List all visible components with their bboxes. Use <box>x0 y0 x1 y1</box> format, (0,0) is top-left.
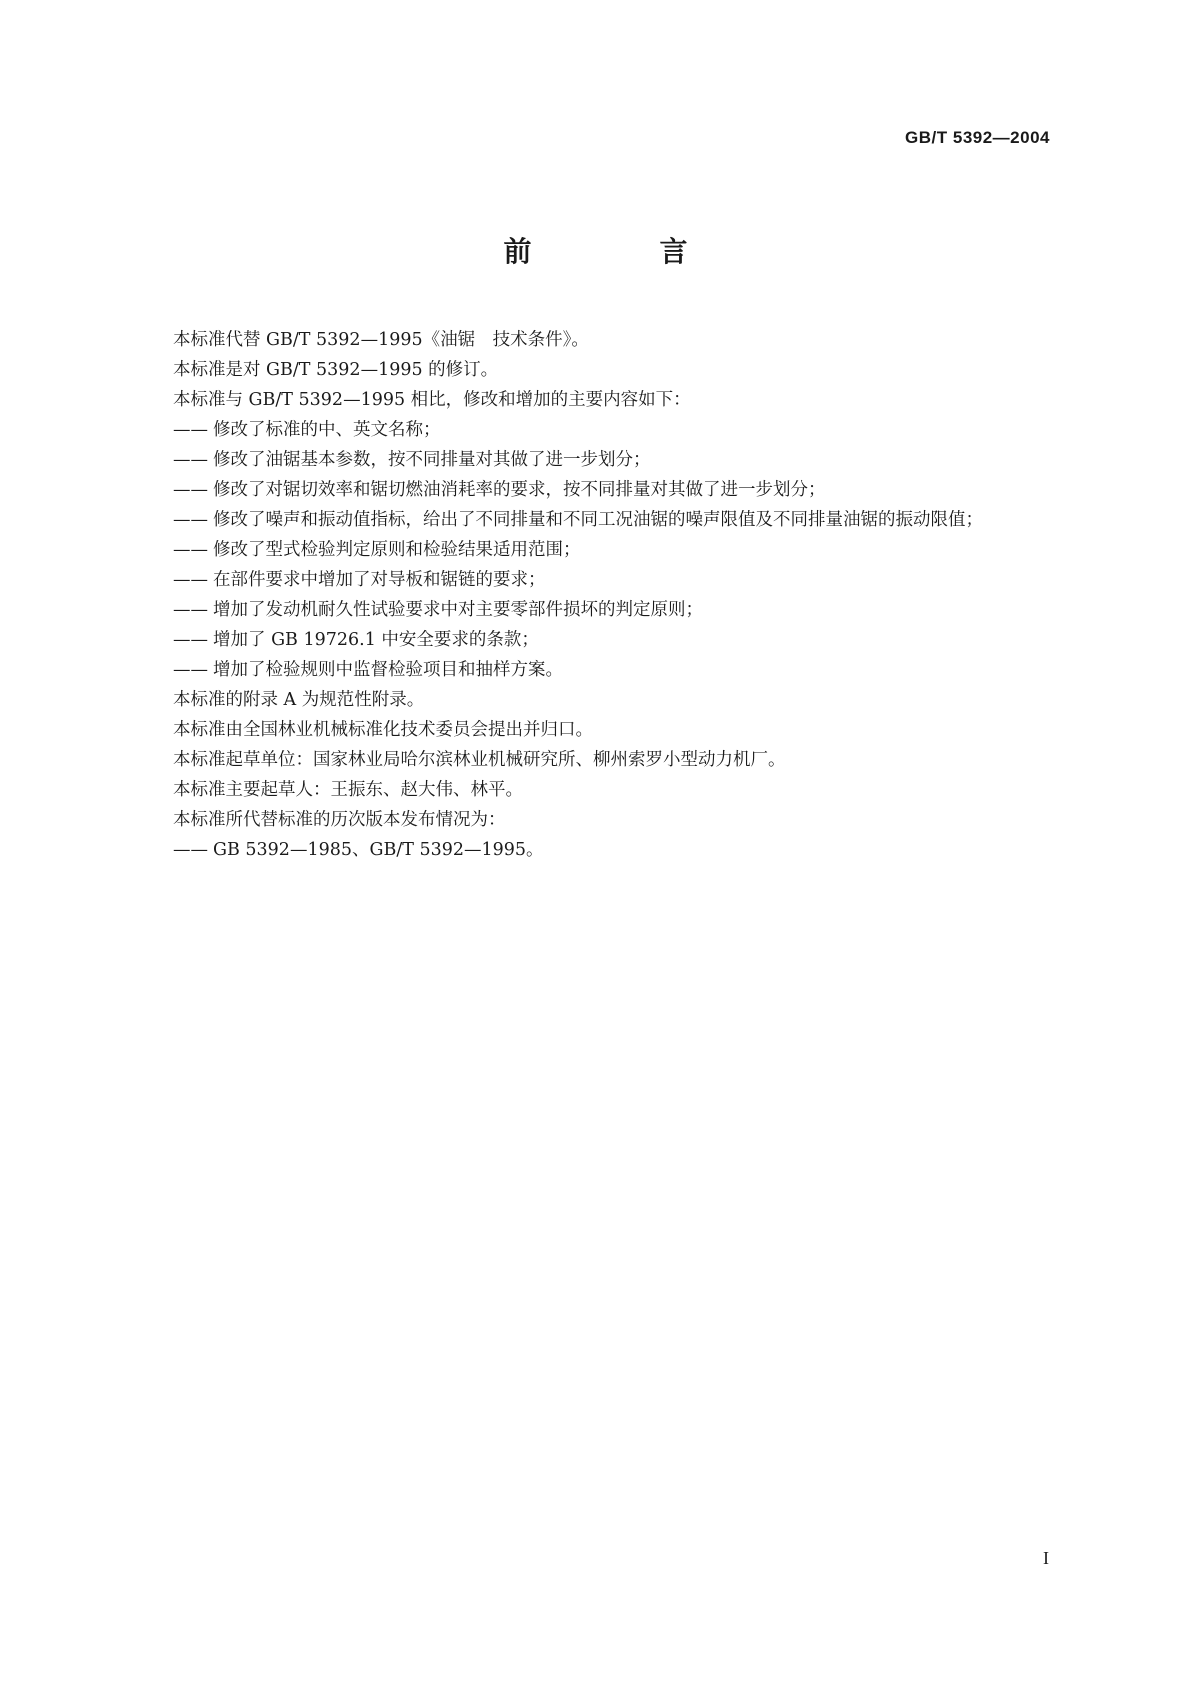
list-dash: —— <box>173 540 208 560</box>
paragraph: 本标准代替 GB/T 5392—1995《油锯 技术条件》。 <box>173 330 589 350</box>
list-item <box>173 505 1053 535</box>
list-item <box>173 475 1053 505</box>
list-dash: —— <box>173 630 208 650</box>
list-item-text: 增加了 GB 19726.1 中安全要求的条款； <box>213 630 539 650</box>
list-item-text: 修改了型式检验判定原则和检验结果适用范围； <box>213 540 581 560</box>
list-item <box>173 835 1053 865</box>
list-item-text: 增加了发动机耐久性试验要求中对主要零部件损坏的判定原则； <box>213 600 703 620</box>
list-dash: —— <box>173 450 208 470</box>
paragraph: 本标准与 GB/T 5392—1995 相比，修改和增加的主要内容如下： <box>173 390 691 410</box>
paragraph: 本标准起草单位：国家林业局哈尔滨林业机械研究所、柳州索罗小型动力机厂。 <box>173 750 786 770</box>
standard-code: GB/T 5392—2004 <box>905 128 1050 147</box>
list-item <box>173 415 1053 445</box>
paragraph: 本标准由全国林业机械标准化技术委员会提出并归口。 <box>173 720 593 740</box>
list-item <box>173 445 1053 475</box>
paragraph: 本标准的附录 A 为规范性附录。 <box>173 690 425 710</box>
list-item-text: 修改了标准的中、英文名称； <box>213 420 441 440</box>
list-item <box>173 625 1053 655</box>
list-dash: —— <box>173 510 208 530</box>
list-item <box>173 655 1053 685</box>
document-body <box>173 325 1053 865</box>
paragraph: 本标准所代替标准的历次版本发布情况为： <box>173 810 506 830</box>
paragraph: 本标准主要起草人：王振东、赵大伟、林平。 <box>173 780 523 800</box>
list-dash: —— <box>173 660 208 680</box>
list-dash: —— <box>173 420 208 440</box>
list-dash: —— <box>173 600 208 620</box>
list-dash: —— <box>173 840 208 860</box>
list-dash: —— <box>173 480 208 500</box>
page-title: 前 言 <box>503 235 738 268</box>
page-number: I <box>1043 1548 1049 1568</box>
list-item-text: 修改了噪声和振动值指标，给出了不同排量和不同工况油锯的噪声限值及不同排量油锯的振动限值； <box>213 510 983 530</box>
list-item <box>173 565 1053 595</box>
list-dash: —— <box>173 570 208 590</box>
list-item <box>173 595 1053 625</box>
list-item <box>173 535 1053 565</box>
list-item-text: 在部件要求中增加了对导板和锯链的要求； <box>213 570 546 590</box>
list-item-text: 修改了对锯切效率和锯切燃油消耗率的要求，按不同排量对其做了进一步划分； <box>213 480 826 500</box>
paragraph: 本标准是对 GB/T 5392—1995 的修订。 <box>173 360 499 380</box>
list-item-text: GB 5392—1985、GB/T 5392—1995。 <box>213 840 544 860</box>
list-item-text: 增加了检验规则中监督检验项目和抽样方案。 <box>213 660 563 680</box>
list-item-text: 修改了油锯基本参数，按不同排量对其做了进一步划分； <box>213 450 651 470</box>
